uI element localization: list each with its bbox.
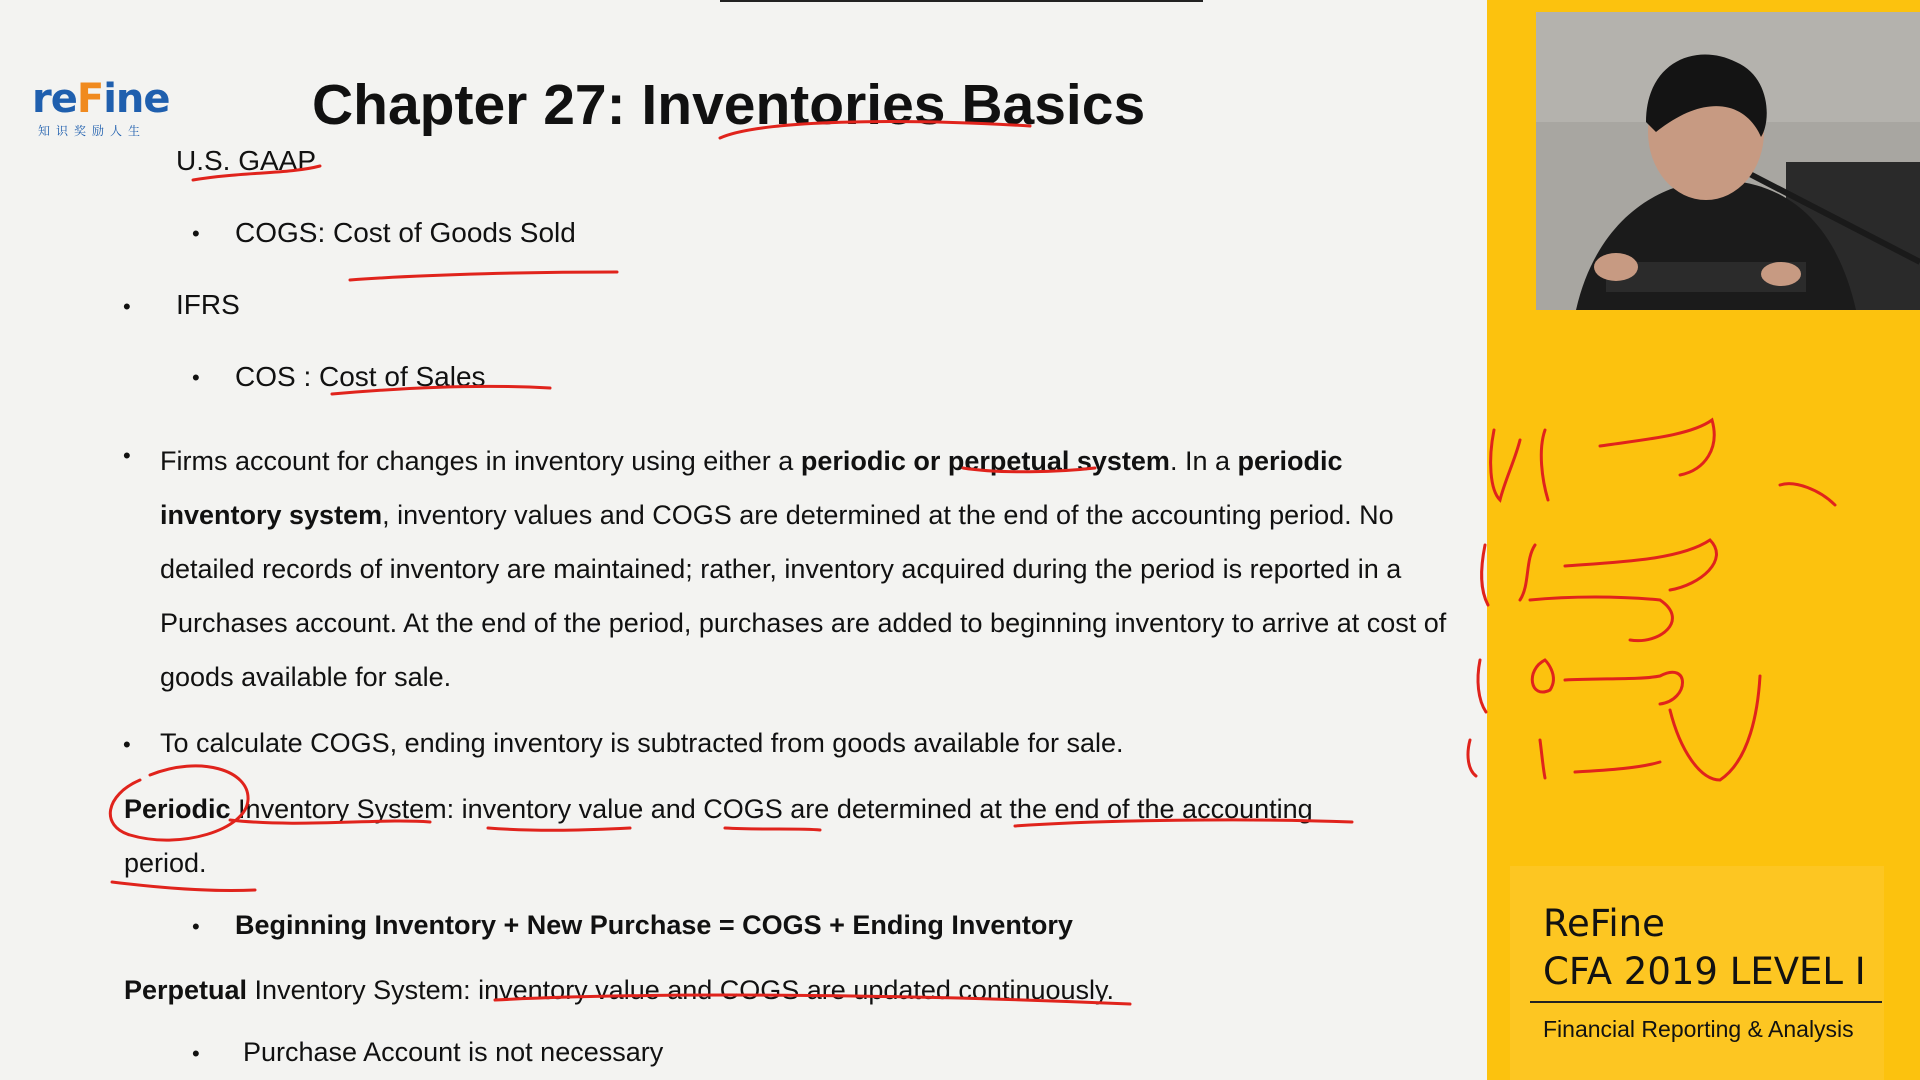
course-subject: Financial Reporting & Analysis [1543, 1016, 1854, 1042]
course-level: CFA 2019 LEVEL I [1543, 950, 1866, 993]
bullet: • [192, 914, 200, 939]
refine-logo [32, 76, 172, 140]
periodic-system-line-cont: period. [124, 848, 207, 878]
bullet: • [123, 443, 131, 468]
slide-title: Chapter 27: Inventories Basics [312, 73, 1146, 137]
perpetual-system-line: Perpetual Inventory System: inventory value and COGS are updated continuously. [124, 975, 1115, 1005]
calc-cogs-line: To calculate COGS, ending inventory is subtracted from goods available for sale. [160, 728, 1124, 758]
inventory-systems-paragraph: Firms account for changes in inventory using either a periodic or perpetual system. In a periodic inventory system, inventory values and COGS are determined at the end of the accounting period. No detailed records of inventory are maintained; rather, inventory acquired during the period is reported in a Purchases account. At the end of the period, purchases are added to beginning inventory to arrive at cost of goods available for sale. [160, 446, 1447, 692]
cogs-line: COGS: Cost of Goods Sold [235, 217, 576, 248]
bullet: • [123, 294, 131, 319]
top-rule [720, 0, 1203, 2]
presenter-webcam [1536, 12, 1920, 310]
periodic-system-line: Periodic Inventory System: inventory value and COGS are determined at the end of the accounting [124, 794, 1313, 824]
us-gaap-heading: U.S. GAAP [176, 145, 317, 176]
bullet: • [192, 221, 200, 246]
bullet: • [192, 1041, 200, 1066]
logo-subtitle: 知识奖励人生 [38, 124, 147, 138]
presenter-image [1536, 12, 1920, 310]
brand-divider [1530, 1001, 1882, 1003]
bullet: • [192, 365, 200, 390]
logo-wordmark: reFine [32, 76, 170, 122]
bullet: • [123, 732, 131, 757]
brand-name: ReFine [1543, 902, 1665, 945]
cos-line: COS : Cost of Sales [235, 361, 486, 392]
inventory-formula: Beginning Inventory + New Purchase = COGS + Ending Inventory [235, 910, 1073, 940]
purchase-account-line: Purchase Account is not necessary [243, 1037, 664, 1067]
ifrs-heading: IFRS [176, 289, 240, 320]
